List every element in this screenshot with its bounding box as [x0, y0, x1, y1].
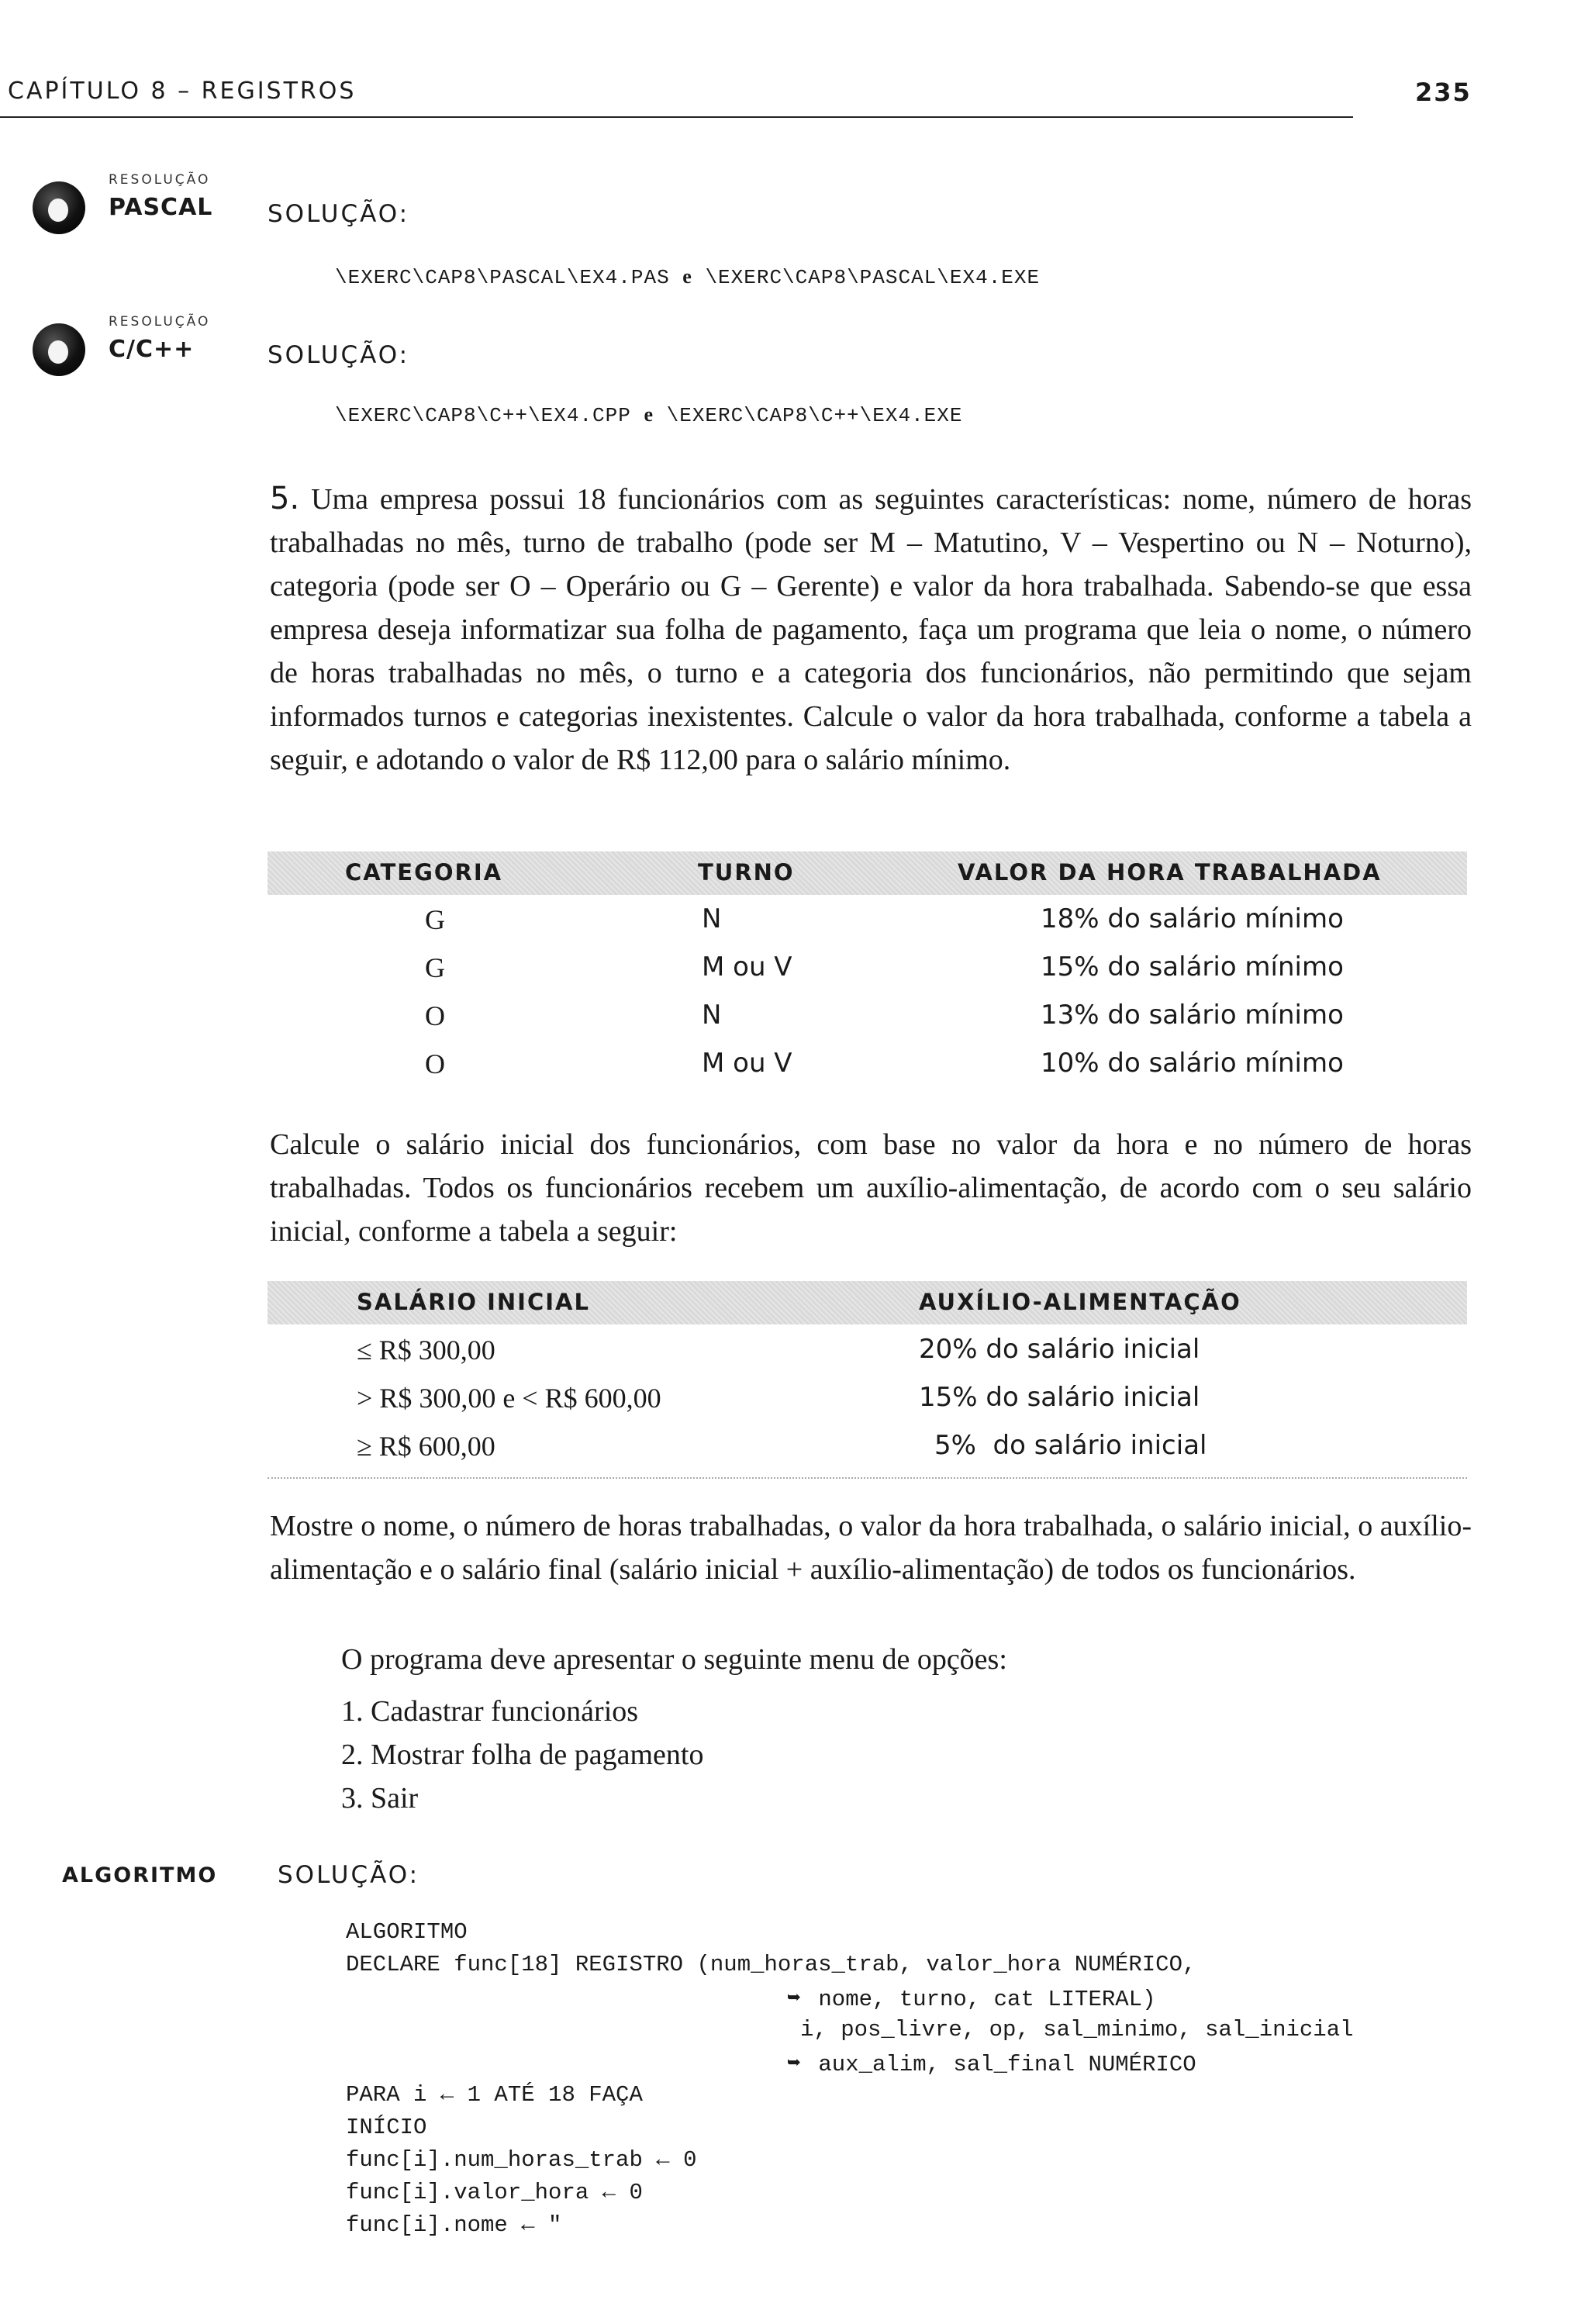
table1-cell: O	[425, 1048, 445, 1079]
badge-algoritmo: ALGORITMO	[62, 1863, 218, 1887]
solution-label-cpp: SOLUÇÃO:	[268, 341, 410, 369]
code-line: i, pos_livre, op, sal_minimo, sal_inicial	[800, 2017, 1354, 2043]
badge-pascal	[23, 172, 213, 250]
exercise-number: 5.	[270, 481, 300, 516]
pascal-file-exe: \EXERC\CAP8\PASCAL\EX4.EXE	[705, 266, 1041, 289]
exercise-intro-text: Uma empresa possui 18 funcionários com as seguintes características: nome, número de horas trabalhadas no mês, turno de trabalho (pode ser M – Matutino, V – Vespertino ou N – Noturno), categoria (pode ser O – Operário ou G – Gerente) e valor da hora trabalhada. Sabendo-se que essa empresa deseja informatizar sua folha de pagamento, faça um programa que leia o nome, o número de horas trabalhadas no mês, o turno e a categoria dos funcionários, não permitindo que sejam informados turnos e categorias inexistentes. Calcule o valor da hora trabalhada, conforme a tabela a seguir, e adotando o valor de R$ 112,00 para o salário mínimo.	[270, 483, 1472, 776]
table1-cell: 10% do salário mínimo	[1041, 1048, 1344, 1079]
header-rule	[0, 116, 1353, 118]
table2-cell: 5% do salário inicial	[934, 1430, 1207, 1461]
badge-cpp	[23, 314, 211, 392]
code-line: func[i].valor_hora ← 0	[346, 2180, 643, 2205]
disc-icon	[33, 181, 85, 234]
code-text: aux_alim, sal_final NUMÉRICO	[818, 2052, 1196, 2077]
pascal-conj: e	[682, 265, 692, 288]
continuation-arrow-icon: ➥	[787, 1987, 801, 2012]
table1-header-turno: TURNO	[698, 859, 795, 886]
table2-cell: ≥ R$ 600,00	[357, 1431, 495, 1462]
badge-pascal-big: PASCAL	[109, 194, 213, 221]
table2-cell: 15% do salário inicial	[919, 1382, 1200, 1413]
cpp-file-exe: \EXERC\CAP8\C++\EX4.EXE	[666, 404, 963, 427]
pascal-file-pas: \EXERC\CAP8\PASCAL\EX4.PAS	[335, 266, 670, 289]
table1-cell: G	[425, 904, 445, 935]
table2-cell: > R$ 300,00 e < R$ 600,00	[357, 1383, 661, 1414]
badge-pascal-small: RESOLUÇÃO	[109, 172, 211, 188]
code-line	[783, 1984, 1155, 2012]
table2-header-auxilio: AUXÍLIO-ALIMENTAÇÃO	[919, 1289, 1241, 1315]
chapter-title: CAPÍTULO 8 – REGISTROS	[8, 78, 357, 105]
menu-item-cadastrar: 1. Cadastrar funcionários	[341, 1695, 639, 1728]
code-declare: DECLARE func[18] REGISTRO	[346, 1952, 697, 1977]
table1-cell: M ou V	[702, 1048, 792, 1079]
disc-icon	[33, 323, 85, 376]
code-line: func[i].num_horas_trab ← 0	[346, 2147, 697, 2173]
pascal-files	[335, 265, 1040, 289]
table1-cell: N	[702, 903, 722, 934]
table2-cell: 20% do salário inicial	[919, 1334, 1200, 1365]
paragraph-menu-intro: O programa deve apresentar o seguinte menu de opções:	[341, 1643, 1007, 1676]
continuation-arrow-icon: ➥	[787, 2052, 801, 2077]
table1-cell: O	[425, 1000, 445, 1031]
table1-cell: 18% do salário mínimo	[1041, 903, 1344, 934]
code-line: INÍCIO	[346, 2115, 427, 2140]
cpp-files	[335, 403, 962, 427]
solution-label-pascal: SOLUÇÃO:	[268, 200, 410, 228]
table1-cell: 13% do salário mínimo	[1041, 1000, 1344, 1031]
table1-header-valor: VALOR DA HORA TRABALHADA	[958, 859, 1382, 886]
code-line: ALGORITMO	[346, 1919, 468, 1945]
badge-cpp-small: RESOLUÇÃO	[109, 314, 211, 330]
cpp-conj: e	[644, 403, 654, 426]
table2-header-salario: SALÁRIO INICIAL	[357, 1289, 590, 1315]
table1-cell: G	[425, 952, 445, 983]
code-line: func[i].nome ← "	[346, 2212, 562, 2238]
table1-cell: N	[702, 1000, 722, 1031]
badge-cpp-big: C/C++	[109, 336, 195, 363]
page-number: 235	[1415, 78, 1472, 107]
table1-cell: M ou V	[702, 951, 792, 982]
exercise-intro	[270, 477, 1472, 782]
code-text: nome, turno, cat LITERAL)	[818, 1987, 1156, 2012]
code-line: PARA i ← 1 ATÉ 18 FAÇA	[346, 2082, 643, 2108]
code-line	[783, 2049, 1196, 2077]
menu-item-sair: 3. Sair	[341, 1782, 419, 1815]
menu-item-mostrar: 2. Mostrar folha de pagamento	[341, 1739, 704, 1771]
cpp-file-cpp: \EXERC\CAP8\C++\EX4.CPP	[335, 404, 631, 427]
paragraph-salario-inicial: Calcule o salário inicial dos funcionários, com base no valor da hora e no número de horas trabalhadas. Todos os funcionários recebem um auxílio-alimentação, de acordo com o seu salário inicial, conforme a tabela a seguir:	[270, 1128, 1472, 1248]
table2-cell: ≤ R$ 300,00	[357, 1335, 495, 1366]
paragraph-mostre: Mostre o nome, o número de horas trabalhadas, o valor da hora trabalhada, o salário inicial, o auxílio-alimentação e o salário final (salário inicial + auxílio-alimentação) de todos os funcionários.	[270, 1510, 1472, 1586]
solution-label-algoritmo: SOLUÇÃO:	[278, 1861, 420, 1889]
code-declare-fields: (num_horas_trab, valor_hora NUMÉRICO,	[696, 1952, 1196, 1977]
table1-header-categoria: CATEGORIA	[345, 859, 503, 886]
table1-cell: 15% do salário mínimo	[1041, 951, 1344, 982]
code-line	[346, 1952, 1196, 1977]
table2-bottom-rule	[268, 1477, 1467, 1479]
